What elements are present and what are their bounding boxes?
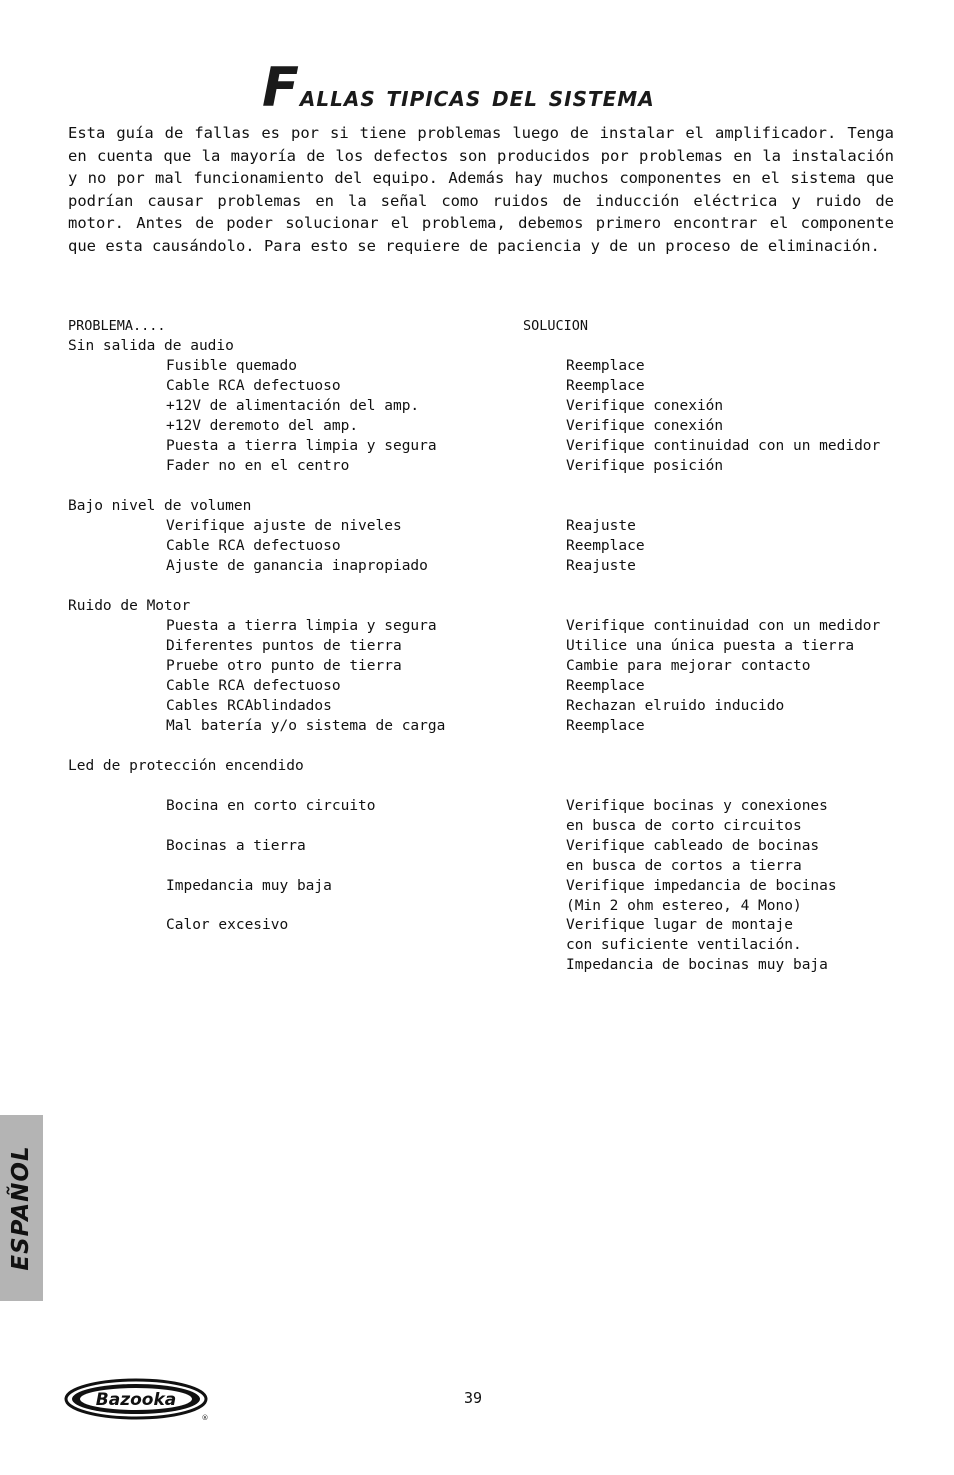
solution-text: Verifique conexión <box>566 398 724 414</box>
solution-text: Reemplace <box>566 378 645 394</box>
problem-header: PROBLEMA.... <box>68 318 166 334</box>
cause-text: Verifique ajuste de niveles <box>166 518 402 534</box>
cause-text: Pruebe otro punto de tierra <box>166 658 402 674</box>
solution-text: Verifique posición <box>566 458 724 474</box>
intro-paragraph: Esta guía de fallas es por si tiene problemas luego de instalar el amplificador. Tenga en cuenta que la mayoría de los defectos son producidos por problemas en la instalación y no por mal funcionamiento del equipo. Además hay muchos componentes en el sistema que podrían causar problemas en la señal como ruidos de inducción eléctrica y ruido de motor. Antes de poder solucionar el problema, debemos primero encontrar el componente que esta causándolo. Para esto se requiere de paciencia y de un proceso de eliminación. <box>68 124 894 255</box>
cause-text: Cable RCA defectuoso <box>166 378 341 394</box>
solution-text: Rechazan elruido inducido <box>566 698 785 714</box>
problem-title: Ruido de Motor <box>68 598 191 614</box>
cause-text: Cables RCAblindados <box>166 698 332 714</box>
solution-text: Verifique continuidad con un medidor <box>566 618 881 634</box>
problem-title: Led de protección encendido <box>68 758 304 774</box>
cause-text: Bocinas a tierra <box>166 838 306 854</box>
solution-text: con suficiente ventilación. <box>566 937 802 953</box>
solution-text: Verifique conexión <box>566 418 724 434</box>
cause-text: +12V deremoto del amp. <box>166 418 359 434</box>
solution-text: Verifique lugar de montaje <box>566 917 793 933</box>
solution-text: Impedancia de bocinas muy baja <box>566 957 828 973</box>
page-title <box>262 56 655 119</box>
solution-text: Reajuste <box>566 518 636 534</box>
language-label: ESPAÑOL <box>8 1145 34 1271</box>
problem-title: Bajo nivel de volumen <box>68 498 252 514</box>
page-number: 39 <box>464 1389 483 1407</box>
solution-text: Reemplace <box>566 538 645 554</box>
cause-text: Cable RCA defectuoso <box>166 678 341 694</box>
problem-title: Sin salida de audio <box>68 338 234 354</box>
solution-text: Reemplace <box>566 718 645 734</box>
solution-header: SOLUCION <box>523 318 589 334</box>
cause-text: Puesta a tierra limpia y segura <box>166 438 437 454</box>
solution-text: en busca de corto circuitos <box>566 818 802 834</box>
solution-text: Utilice una única puesta a tierra <box>566 638 855 654</box>
cause-text: Calor excesivo <box>166 917 289 933</box>
solution-text: Verifique continuidad con un medidor <box>566 438 881 454</box>
solution-text: Reemplace <box>566 678 645 694</box>
solution-text: Cambie para mejorar contacto <box>566 658 811 674</box>
cause-text: Bocina en corto circuito <box>166 798 376 814</box>
solution-text: Verifique bocinas y conexiones <box>566 798 828 814</box>
title-rest: allas tipicas del sistema <box>299 80 655 113</box>
cause-text: Diferentes puntos de tierra <box>166 638 402 654</box>
solution-text: Verifique cableado de bocinas <box>566 838 820 854</box>
cause-text: +12V de alimentación del amp. <box>166 398 420 414</box>
cause-text: Ajuste de ganancia inapropiado <box>166 558 428 574</box>
solution-text: Verifique impedancia de bocinas <box>566 878 837 894</box>
solution-text: Reemplace <box>566 358 645 374</box>
cause-text: Fusible quemado <box>166 358 297 374</box>
cause-text: Cable RCA defectuoso <box>166 538 341 554</box>
solution-text: en busca de cortos a tierra <box>566 858 802 874</box>
cause-text: Impedancia muy baja <box>166 878 332 894</box>
logo-wordmark: Bazooka <box>95 1390 177 1410</box>
cause-text: Fader no en el centro <box>166 458 350 474</box>
cause-text: Mal batería y/o sistema de carga <box>166 718 446 734</box>
solution-text: Reajuste <box>566 558 636 574</box>
logo-registered-mark: ® <box>201 1414 209 1422</box>
title-initial: F <box>262 56 300 119</box>
cause-text: Puesta a tierra limpia y segura <box>166 618 437 634</box>
bazooka-logo <box>64 1377 214 1423</box>
solution-text: (Min 2 ohm estereo, 4 Mono) <box>566 898 802 914</box>
